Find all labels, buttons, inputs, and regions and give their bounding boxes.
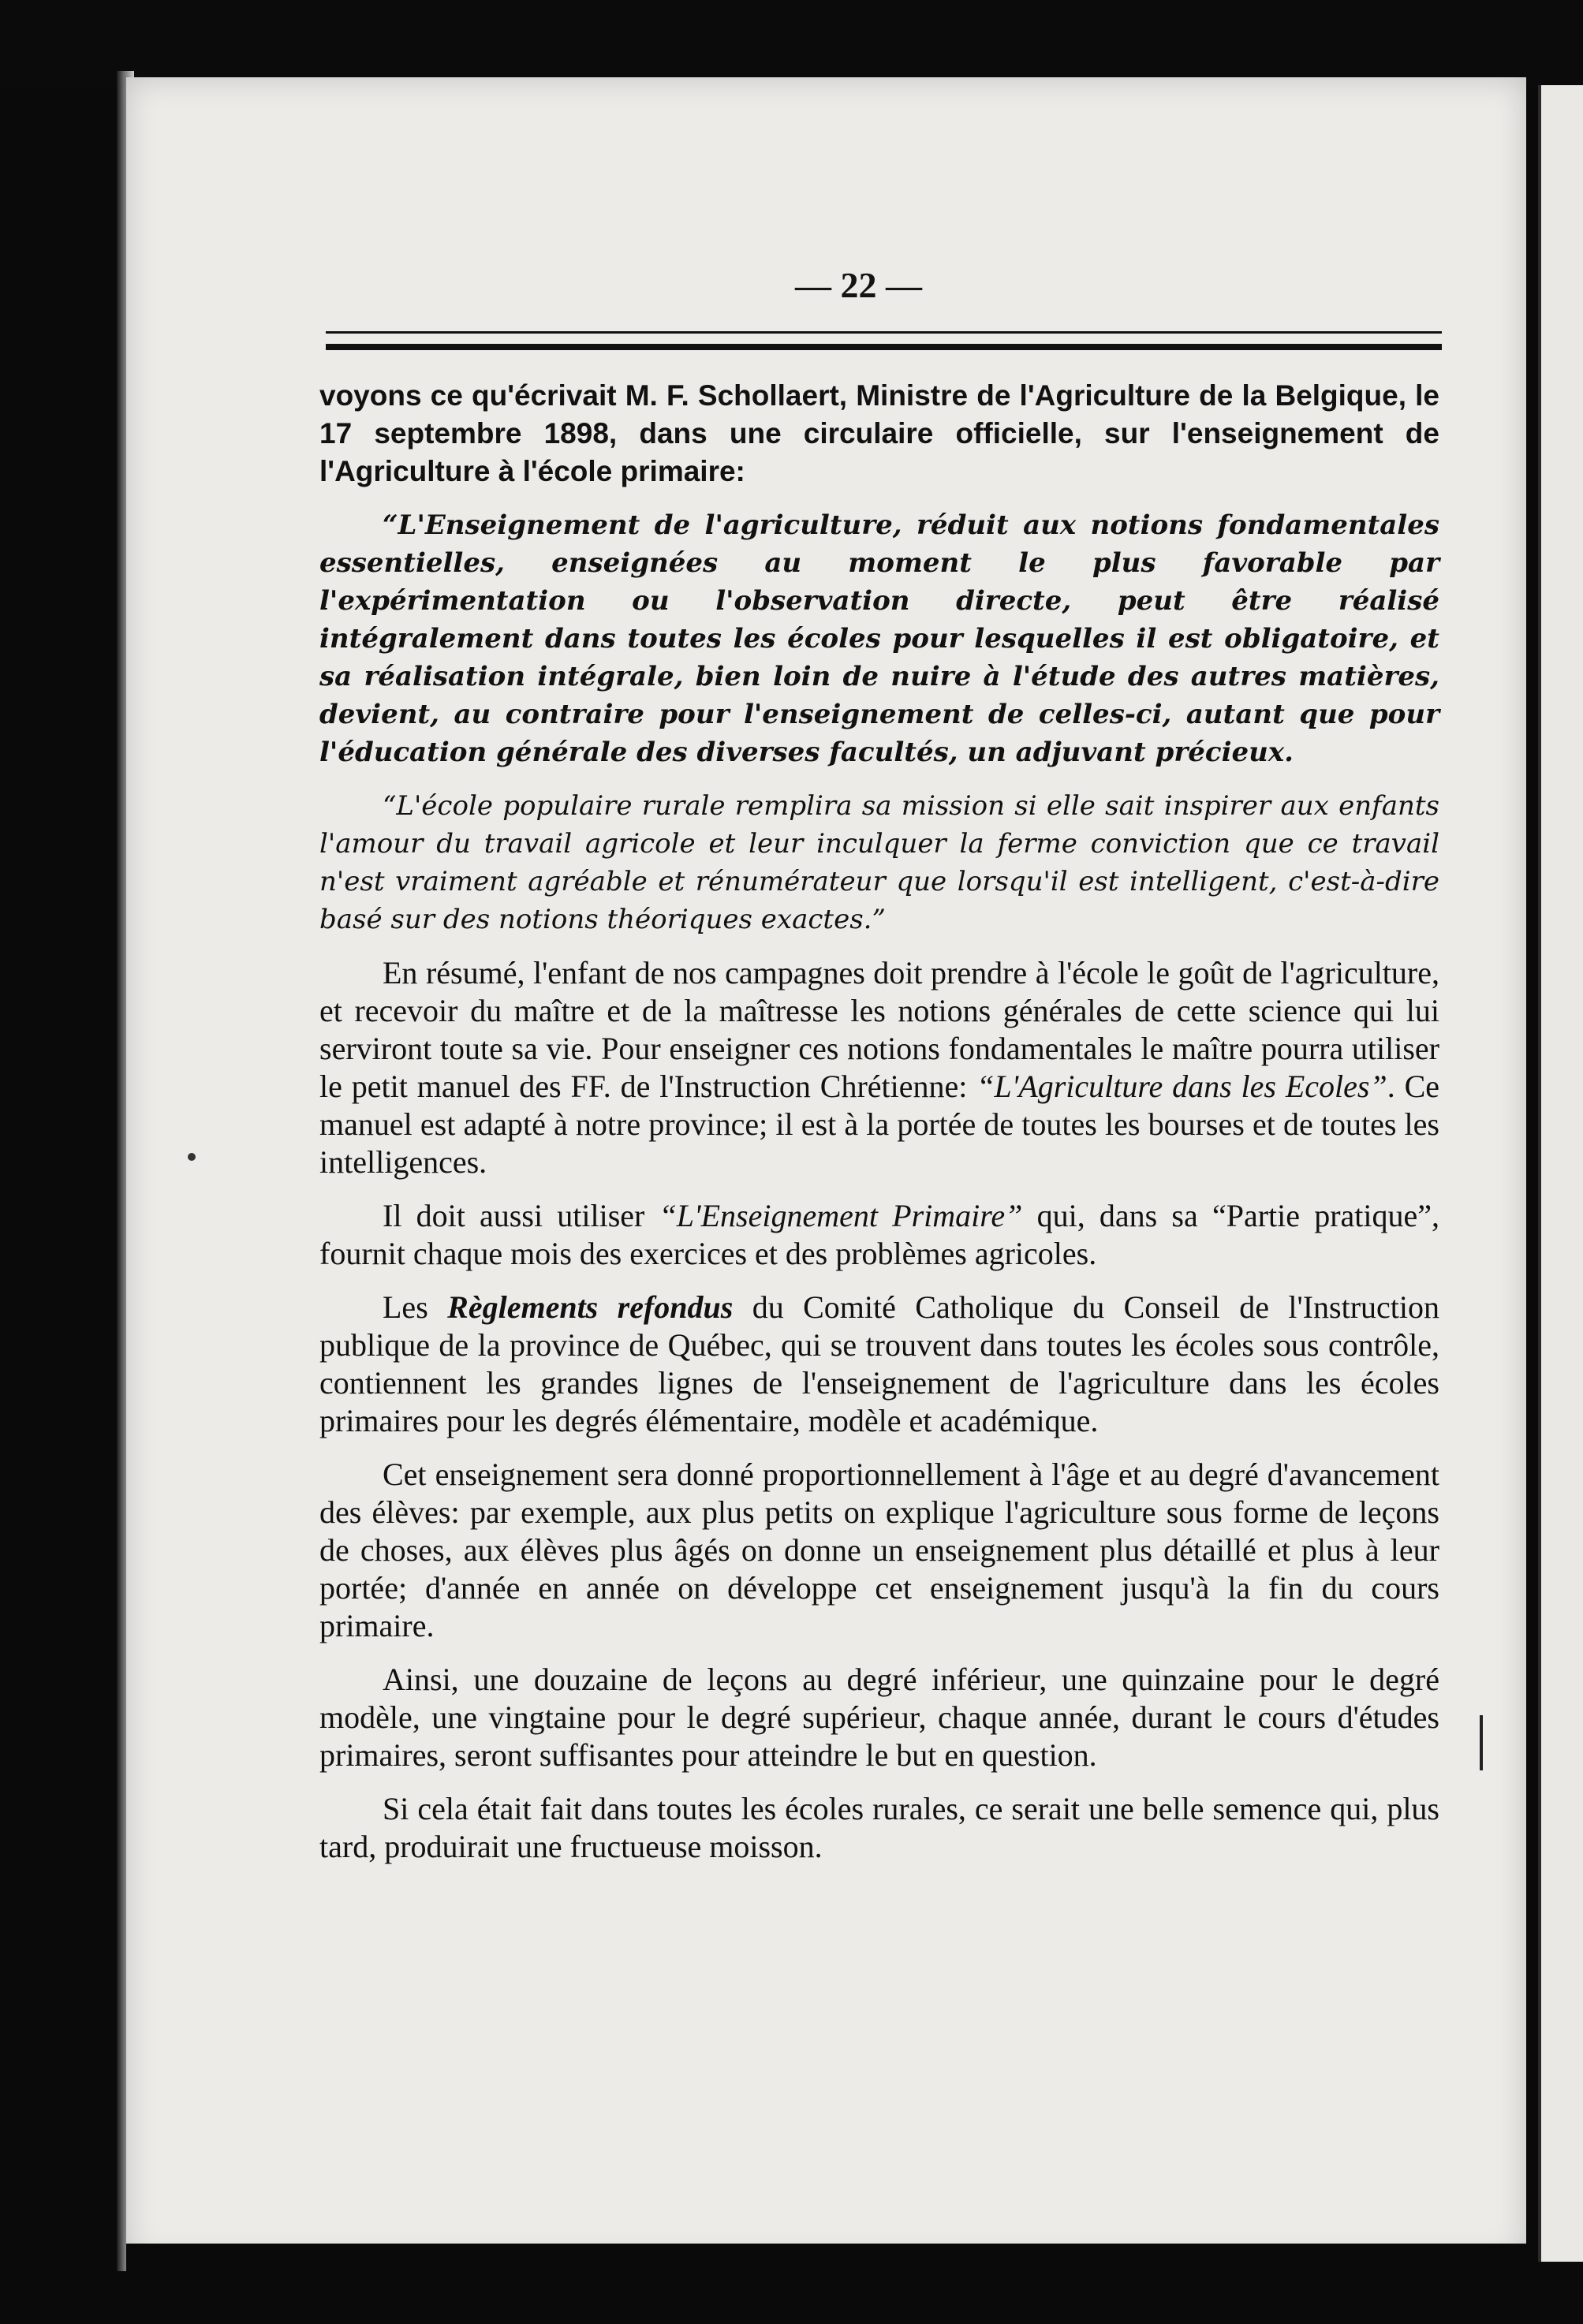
paragraph-text: En résumé, l'enfant de nos campagnes doit prendre à l'école le goût de l'agriculture, et recevoir du maître et de la maîtresse les notions générales de cette science qui lui serviront toute sa vie. Pour enseigner ces notions fondamentales le maître pourra utiliser le petit manuel des FF. de l'Instruction Chrétienne: (319, 955, 1439, 1104)
page-number: — 22 — (795, 265, 922, 305)
periodical-title: “L'Enseignement Primaire” (659, 1198, 1023, 1233)
book-title: “L'Agriculture dans les Ecoles” (976, 1069, 1387, 1104)
paragraph-text: qui, dans sa “Partie pratique”, fournit chaque mois des exercices et des problèmes agricoles. (319, 1198, 1440, 1271)
paragraph-text: du Comité Catholique du Conseil de l'Instruction publique de la province de Québec, qui se trouvent dans toutes les écoles sous contrôle, contiennent les grandes lignes de l'enseignement de l'agriculture dans les écoles primaires pour les degrés élémentaire, modèle et académique. (319, 1289, 1439, 1438)
header-rule-thick (326, 344, 1442, 350)
paragraph: Si cela était fait dans toutes les écoles rurales, ce serait une belle semence qui, plus tard, produirait une fructueuse moisson. (319, 1791, 1439, 1864)
regulation-title: Règlements refondus (447, 1289, 734, 1325)
paragraph (319, 1197, 1439, 1273)
paragraph: Cet enseignement sera donné proportionnellement à l'âge et au degré d'avancement des élèves: par exemple, aux plus petits on explique l'agriculture sous forme de leçons de choses, aux élèves plus âgés on donne un enseignement plus détaillé et plus à leur portée; d'année en année on développe cet enseignement jusqu'à la fin du cours primaire. (319, 1457, 1439, 1643)
paragraph (319, 954, 1439, 1181)
paragraph-text: Il doit aussi utiliser (383, 1198, 659, 1233)
body-text (319, 377, 1439, 1882)
paragraph (319, 1289, 1439, 1440)
quote-paragraph: “L'école populaire rurale remplira sa mission si elle sait inspirer aux enfants l'amour du travail agricole et leur inculquer la ferme conviction que ce travail n'est vraiment agréable et rénumérateur que lorsqu'il est intelligent, c'est-à-dire basé sur des notions théoriques exactes.” (319, 790, 1439, 935)
scanner-background (0, 0, 1583, 87)
adjacent-page-edge (1538, 85, 1583, 2262)
quote-paragraph: “L'Enseignement de l'agriculture, réduit aux notions fondamentales essentielles, enseignées au moment le plus favorable par l'expérimentation ou l'observation directe, peut être réalisé intégralement dans toutes les écoles pour lesquelles il est obligatoire, et sa réalisation intégrale, bien loin de nuire à l'étude des autres matières, devient, au contraire pour l'enseignement de celles-ci, autant que pour l'éducation générale des diverses facultés, un adjuvant précieux. (319, 509, 1439, 768)
scanner-background-bottom (126, 2244, 1538, 2324)
margin-mark (1480, 1715, 1483, 1770)
header-rule-thin (326, 331, 1442, 334)
margin-speck (188, 1153, 196, 1161)
paragraph: voyons ce qu'écrivait M. F. Schollaert, Ministre de l'Agriculture de la Belgique, le 17 septembre 1898, dans une circulaire officielle, sur l'enseignement de l'Agriculture à l'école primaire: (319, 379, 1439, 487)
paragraph-text: Les (383, 1289, 448, 1325)
paragraph: Ainsi, une douzaine de leçons au degré inférieur, une quinzaine pour le degré modèle, une vingtaine pour le degré supérieur, chaque année, durant le cours d'études primaires, seront suffisantes pour atteindre le but en question. (319, 1662, 1439, 1773)
paragraph-text: . Ce manuel est adapté à notre province; il est à la portée de toutes les bourses et de toutes les intelligences. (319, 1069, 1440, 1180)
